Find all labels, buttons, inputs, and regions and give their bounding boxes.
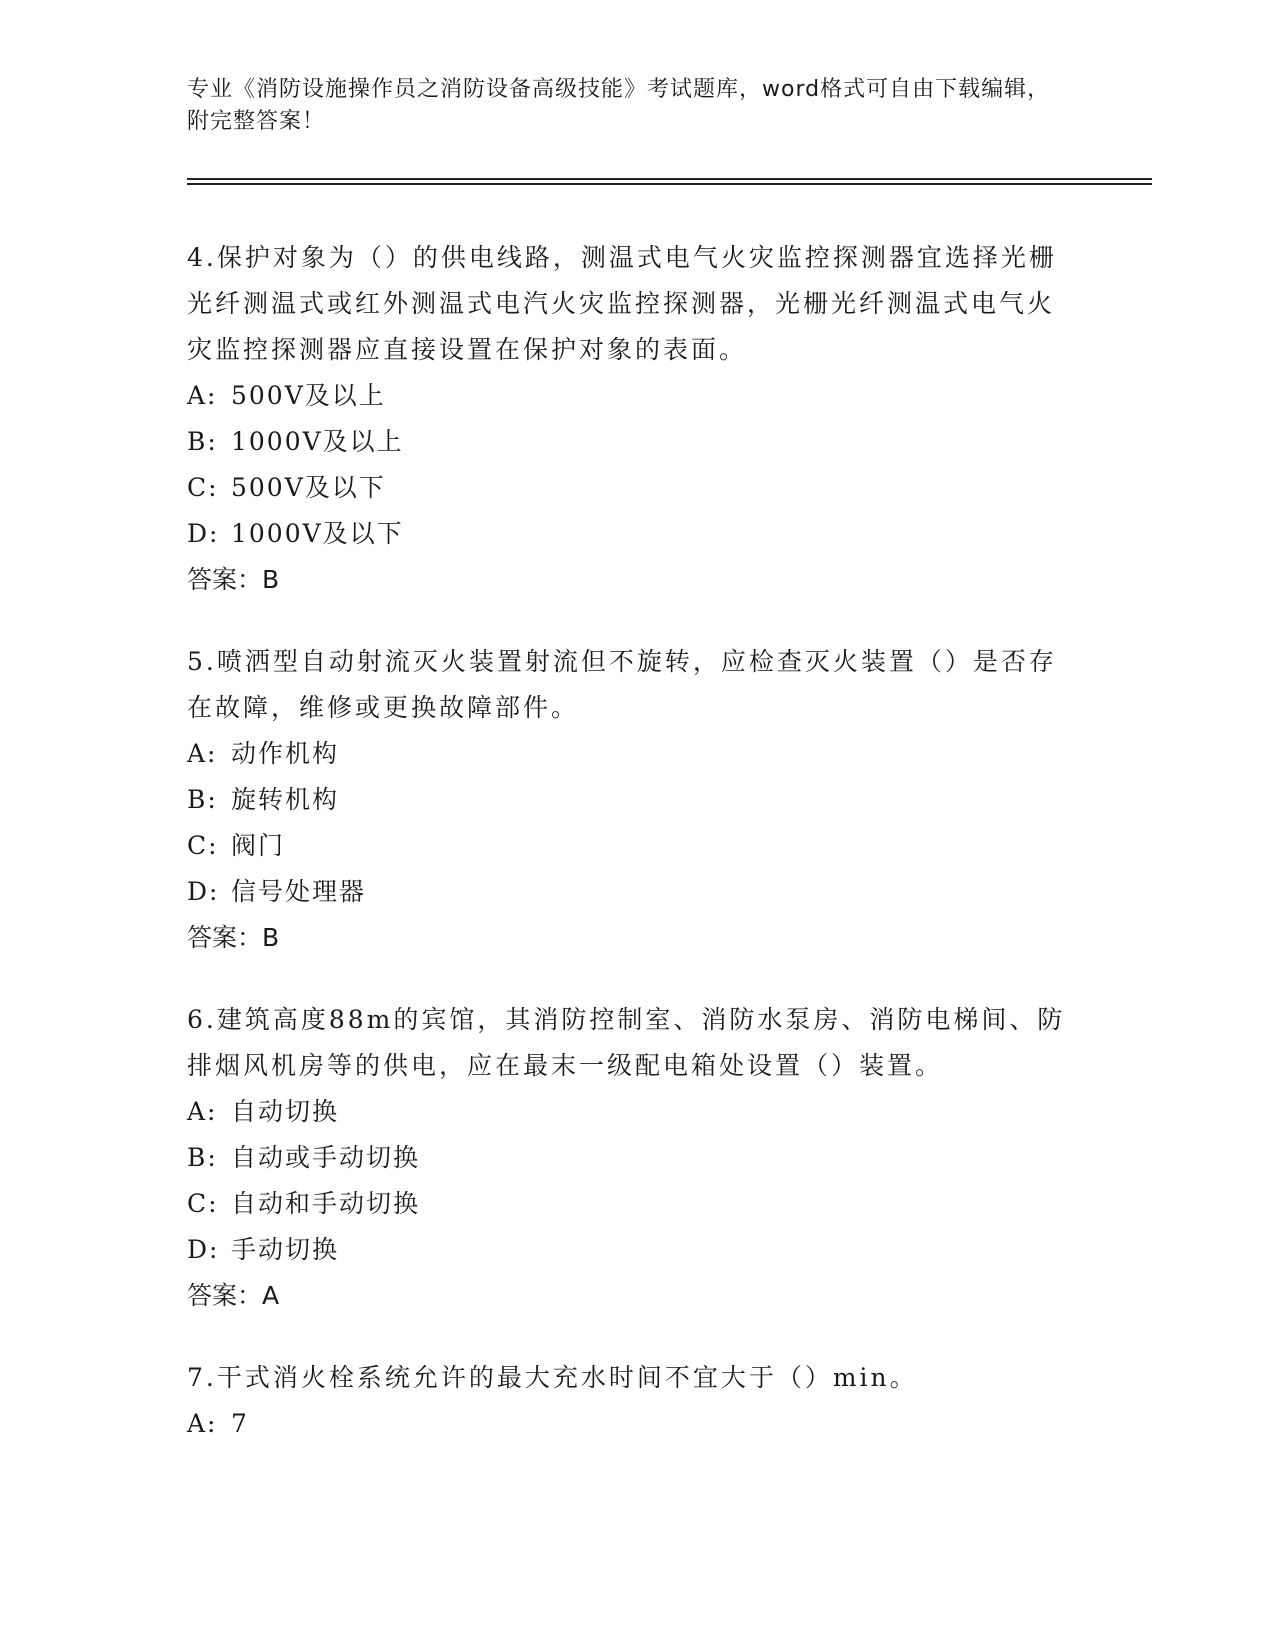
option-b <box>187 1135 1067 1181</box>
question-stem: 7.干式消火栓系统允许的最大充水时间不宜大于（）min。 <box>187 1363 918 1392</box>
option-a <box>187 1089 1067 1135</box>
option-text: 信号处理器 <box>231 877 367 906</box>
question-6 <box>187 997 1067 1319</box>
option-text: 旋转机构 <box>231 785 340 814</box>
option-b <box>187 419 1067 465</box>
option-label: B: <box>187 785 218 814</box>
option-label: A: <box>187 381 218 410</box>
question-stem: 5.喷洒型自动射流灭火装置射流但不旋转，应检查灭火装置（）是否存在故障，维修或更换故障部件。 <box>187 647 1057 722</box>
option-d <box>187 1227 1067 1273</box>
option-text: 7 <box>231 1409 249 1438</box>
option-label: A: <box>187 739 218 768</box>
option-c <box>187 465 1067 511</box>
option-text: 1000V及以上 <box>231 427 404 456</box>
option-label: A: <box>187 1097 218 1126</box>
option-text: 自动切换 <box>231 1097 340 1126</box>
option-text: 手动切换 <box>231 1235 340 1264</box>
option-text: 500V及以下 <box>231 473 386 502</box>
question-4 <box>187 235 1067 603</box>
option-a <box>187 1401 1067 1447</box>
answer-text: 答案：A <box>187 1281 280 1310</box>
option-c <box>187 1181 1067 1227</box>
option-b <box>187 777 1067 823</box>
option-label: C: <box>187 1189 219 1218</box>
option-label: D: <box>187 1235 220 1264</box>
option-text: 500V及以上 <box>231 381 386 410</box>
option-a <box>187 731 1067 777</box>
document-header: 专业《消防设施操作员之消防设备高级技能》考试题库，word格式可自由下载编辑，附完整答案！ <box>187 77 1051 134</box>
option-label: C: <box>187 473 219 502</box>
question-5 <box>187 639 1067 961</box>
option-c <box>187 823 1067 869</box>
question-list <box>187 235 1067 1483</box>
header-divider-bottom <box>187 183 1152 185</box>
option-label: D: <box>187 519 220 548</box>
header-divider-top <box>187 178 1152 180</box>
option-label: A: <box>187 1409 218 1438</box>
question-7 <box>187 1355 1067 1447</box>
option-label: B: <box>187 427 218 456</box>
option-d <box>187 511 1067 557</box>
option-label: B: <box>187 1143 218 1172</box>
question-stem: 4.保护对象为（）的供电线路，测温式电气火灾监控探测器宜选择光栅光纤测温式或红外测温式电汽火灾监控探测器，光栅光纤测温式电气火灾监控探测器应直接设置在保护对象的表面。 <box>187 243 1057 364</box>
option-label: D: <box>187 877 220 906</box>
option-label: C: <box>187 831 219 860</box>
option-text: 动作机构 <box>231 739 340 768</box>
option-text: 1000V及以下 <box>231 519 404 548</box>
option-text: 自动和手动切换 <box>231 1189 421 1218</box>
question-stem: 6.建筑高度88m的宾馆，其消防控制室、消防水泵房、消防电梯间、防排烟风机房等的供电，应在最末一级配电箱处设置（）装置。 <box>187 1005 1066 1080</box>
option-text: 阀门 <box>231 831 286 860</box>
answer-text: 答案：B <box>187 923 280 952</box>
option-a <box>187 373 1067 419</box>
answer-text: 答案：B <box>187 565 280 594</box>
option-text: 自动或手动切换 <box>231 1143 421 1172</box>
option-d <box>187 869 1067 915</box>
